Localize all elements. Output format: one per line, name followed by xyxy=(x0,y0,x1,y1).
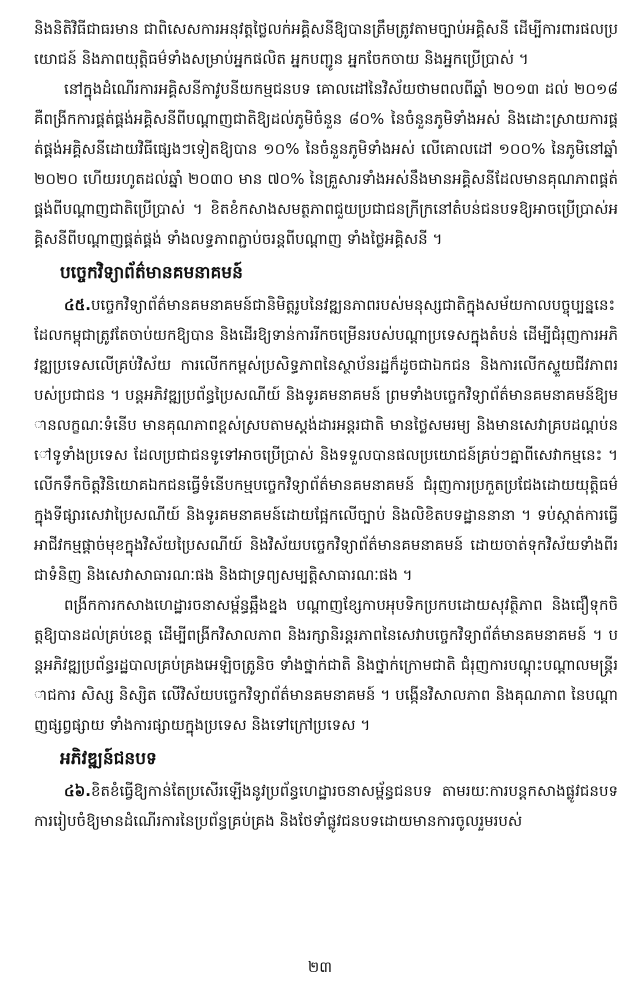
paragraph-45-continued: ពង្រីកការកសាងហេដ្ឋារចនាសម្ព័ន្ធឆ្អឹងខ្នង បណ្តាញខ្សែកាបអុបទិកប្រកបដោយសុវត្ថិភាព និងជឿទុកចិត្តឱ្យបានដល់គ្រប់ខេត្ត ដើម្បីពង្រីកវិសាលភាព និងរក្សានិរន្តរភាពនៃសេវាបច្ចេកវិទ្យាព័ត៌មានគមនាគមន៍ ។ បន្តអភិវឌ្ឍប្រព័ន្ធរដ្ឋបាលគ្រប់គ្រងអេឡិចត្រូនិច ទាំងថ្នាក់ជាតិ និងថ្នាក់ក្រោមជាតិ ជំរុញការបណ្តុះបណ្តាលមន្ត្រីរាជការ សិស្ស និស្សិត លើវិស័យបច្ចេកវិទ្យាព័ត៌មានគមនាគមន៍ ។ បង្កើនវិសាលភាព និងគុណភាព នៃបណ្តាញផ្សព្វផ្សាយ ទាំងការផ្សាយក្នុងប្រទេស និងទៅក្រៅប្រទេស ។ xyxy=(34,596,618,734)
paragraph-top-1: និងនិតិវិធីជាធរមាន ជាពិសេសការអនុវត្តថ្លៃលក់អគ្គិសនីឱ្យបានត្រឹមត្រូវតាមច្បាប់អគ្គិសនី ដើម្បីការពារផលប្រយោជន៍ និងភាពយុត្តិធម៌ទាំងសម្រាប់អ្នកផលិត អ្នកបញ្ជូន អ្នកចែកចាយ និងអ្នកប្រើប្រាស់ ។ xyxy=(34,20,618,68)
paragraph-text: ខិតខំធ្វើឱ្យកាន់តែប្រសើរឡើងនូវប្រព័ន្ធហេដ្ឋារចនាសម្ព័ន្ធជនបទ តាមរយៈការបន្តកសាងផ្លូវជនបទ ការរៀបចំឱ្យមានដំណើរការនៃប្រព័ន្ធគ្រប់គ្រង និងថែទាំផ្លូវជនបទដោយមានការចូលរួមរបស់ xyxy=(34,782,618,830)
paragraph-number: ៤៥. xyxy=(64,296,91,314)
paragraph-number: ៤៦. xyxy=(64,782,91,800)
paragraph-text: បច្ចេកវិទ្យាព័ត៌មានគមនាគមន៍ជានិមិត្តរូបនៃវឌ្ឍនភាពរបស់មនុស្សជាតិក្នុងសម័យកាលបច្ចុប្បន្ននេះ ដែលកម្ពុជាត្រូវតែចាប់យកឱ្យបាន និងដើរឱ្យទាន់ការរីកចម្រើនរបស់បណ្តាប្រទេសក្នុងតំបន់ ដើម្បីជំរុញការអភិវឌ្ឍប្រទេសលើគ្រប់វិស័យ ការលើកកម្ពស់ប្រសិទ្ធភាពនៃស្ថាប័នរដ្ឋក៏ដូចជាឯកជន និងការលើកស្ទួយជីវភាពរបស់ប្រជាជន ។ បន្តអភិវឌ្ឍប្រព័ន្ធប្រៃសណីយ៍ និងទូរគមនាគមន៍ ព្រមទាំងបច្ចេកវិទ្យាព័ត៌មានគមនាគមន៍ឱ្យមានលក្ខណៈទំនើប មានគុណភាពខ្ពស់ស្របតាមស្តង់ដារអន្តរជាតិ មានថ្លៃសមរម្យ និងមានសេវាគ្របដណ្តប់នៅទូទាំងប្រទេស ដែលប្រជាជនទូទៅអាចប្រើប្រាស់ និងទទួលបានផលប្រយោជន៍គ្រប់ៗគ្នាពីសេវាកម្មនេះ ។ លើកទឹកចិត្តវិនិយោគឯកជនធ្វើទំនើបកម្មបច្ចេកវិទ្យាព័ត៌មានគមនាគមន៍ ជំរុញការប្រកួតប្រជែងដោយយុត្តិធម៌ក្នុងទីផ្សារសេវាប្រៃសណីយ៍ និងទូរគមនាគមន៍ដោយផ្អែកលើច្បាប់ និងលិខិតបទដ្ឋាននានា ។ ទប់ស្កាត់ការធ្វើអាជីវកម្មផ្តាច់មុខក្នុងវិស័យប្រៃសណីយ៍ និងវិស័យបច្ចេកវិទ្យាព័ត៌មានគមនាគមន៍ ដោយចាត់ទុកវិស័យទាំងពីរ ជាទំនិញ និងសេវាសាធារណៈផង និងជាទ្រព្យសម្បត្តិសាធារណៈផង ។ xyxy=(34,296,618,584)
document-body xyxy=(34,14,618,836)
section-heading-rural-development: អភិវឌ្ឍន៍ជនបទ xyxy=(60,749,157,769)
paragraph-top-2: នៅក្នុងដំណើរការអគ្គិសនីកាវូបនីយកម្មជនបទ គោលដៅនៃវិស័យថាមពលពីឆ្នាំ ២០១៣ ដល់ ២០១៨ គឺពង្រីកការផ្គត់ផ្គង់អគ្គិសនីពីបណ្តាញជាតិឱ្យដល់ភូមិចំនួន ៨០% នៃចំនួនភូមិទាំងអស់ និងដោះស្រាយការផ្គត់ផ្គង់អគ្គិសនីដោយវិធីផ្សេងៗទៀតឱ្យបាន ១០% នៃចំនួនភូមិទាំងអស់ លើគោលដៅ ១០០% នៃភូមិនៅឆ្នាំ ២០២០ ហើយរហូតដល់ឆ្នាំ ២០៣០ មាន ៧០% នៃគ្រួសារទាំងអស់នឹងមានអគ្គិសនីដែលមានគុណភាពផ្គត់ផ្គង់ពីបណ្តាញជាតិប្រើប្រាស់ ។ ខិតខំកសាងសមត្ថភាពជួយប្រជាជនក្រីក្រនៅតំបន់ជនបទឱ្យអាចប្រើប្រាស់អគ្គិសនីពីបណ្តាញផ្គត់ផ្គង់ ទាំងលទ្ធភាពភ្ជាប់ចរន្តពីបណ្តាញ ទាំងថ្លៃអគ្គិសនី ។ xyxy=(34,80,618,248)
section-heading-ict: បច្ចេកវិទ្យាព័ត៌មានគមនាគមន៍ xyxy=(60,263,243,283)
paragraph-46 xyxy=(34,776,618,836)
paragraph-45 xyxy=(34,290,618,590)
page-number: ២៣ xyxy=(307,958,333,976)
